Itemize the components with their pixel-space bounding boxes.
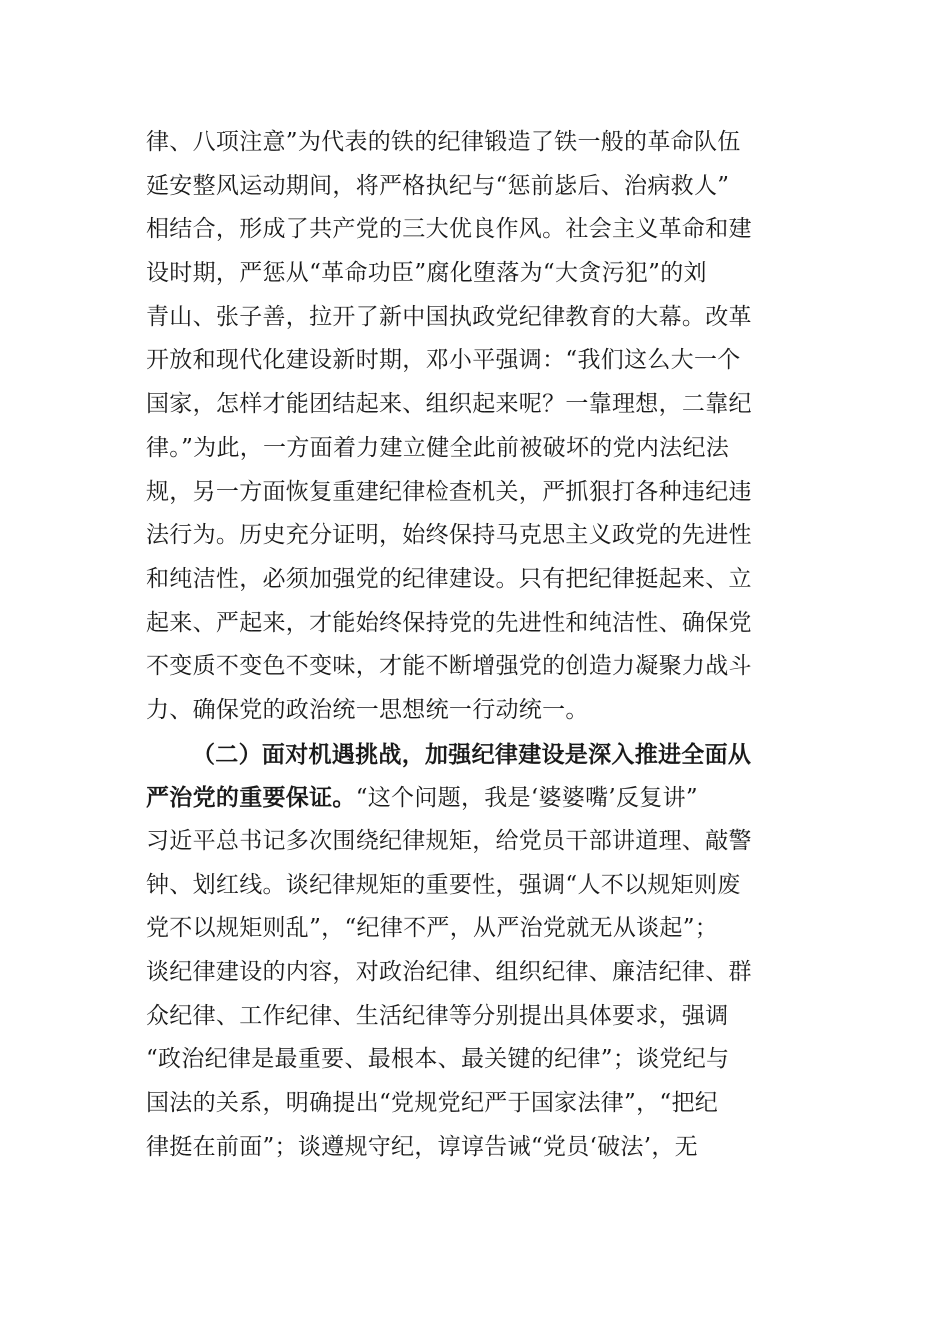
body-line: 和纯洁性，必须加强党的纪律建设。只有把纪律挺起来、立 xyxy=(146,565,752,592)
body-line: 谈纪律建设的内容，对政治纪律、组织纪律、廉洁纪律、群 xyxy=(146,959,752,986)
section-heading-continued xyxy=(146,776,806,820)
body-line: 众纪律、工作纪律、生活纪律等分别提出具体要求，强调 xyxy=(146,1002,729,1029)
body-line: 不变质不变色不变味，才能不断增强党的创造力凝聚力战斗 xyxy=(146,653,752,680)
body-line: 青山、张子善，拉开了新中国执政党纪律教育的大幕。改革 xyxy=(146,303,752,330)
body-line: 开放和现代化建设新时期，邓小平强调：“我们这么大一个 xyxy=(146,347,741,374)
body-line: 起来、严起来，才能始终保持党的先进性和纯洁性、确保党 xyxy=(146,609,752,636)
quote-text: “这个问题，我是‘婆婆嘴’反复讲” xyxy=(355,785,698,812)
body-line: 力、确保党的政治统一思想统一行动统一。 xyxy=(146,696,589,723)
body-line: 相结合，形成了共产党的三大优良作风。社会主义革命和建 xyxy=(146,216,752,243)
body-line: 延安整风运动期间，将严格执纪与“惩前毖后、治病救人” xyxy=(146,172,730,199)
body-line: 律。”为此，一方面着力建立健全此前被破坏的党内法纪法 xyxy=(146,434,730,461)
body-line: 钟、划红线。谈纪律规矩的重要性，强调“人不以规矩则废 xyxy=(146,871,741,898)
body-line: 党不以规矩则乱”，“纪律不严，从严治党就无从谈起”； xyxy=(146,915,719,942)
body-line: 国家，怎样才能团结起来、组织起来呢？一靠理想，二靠纪 xyxy=(146,391,752,418)
body-line: “政治纪律是最重要、最根本、最关键的纪律”；谈党纪与 xyxy=(146,1046,730,1073)
body-line: 律、八项注意”为代表的铁的纪律锻造了铁一般的革命队伍 xyxy=(146,129,741,155)
body-line: 律挺在前面”；谈遵规守纪，谆谆告诫“党员‘破法’，无 xyxy=(146,1133,698,1160)
body-line: 法行为。历史充分证明，始终保持马克思主义政党的先进性 xyxy=(146,522,752,549)
body-line: 规，另一方面恢复重建纪律检查机关，严抓狠打各种违纪违 xyxy=(146,478,752,505)
section-heading-tail: 严治党的重要保证。 xyxy=(146,784,356,812)
document-body xyxy=(146,121,806,1170)
body-line: 国法的关系，明确提出“党规党纪严于国家法律”，“把纪 xyxy=(146,1090,719,1117)
section-heading: （二）面对机遇挑战，加强纪律建设是深入推进全面从 xyxy=(192,740,752,768)
body-line: 习近平总书记多次围绕纪律规矩，给党员干部讲道理、敲警 xyxy=(146,828,752,854)
body-line: 设时期，严惩从“革命功臣”腐化堕落为“大贪污犯”的刘 xyxy=(146,260,707,287)
